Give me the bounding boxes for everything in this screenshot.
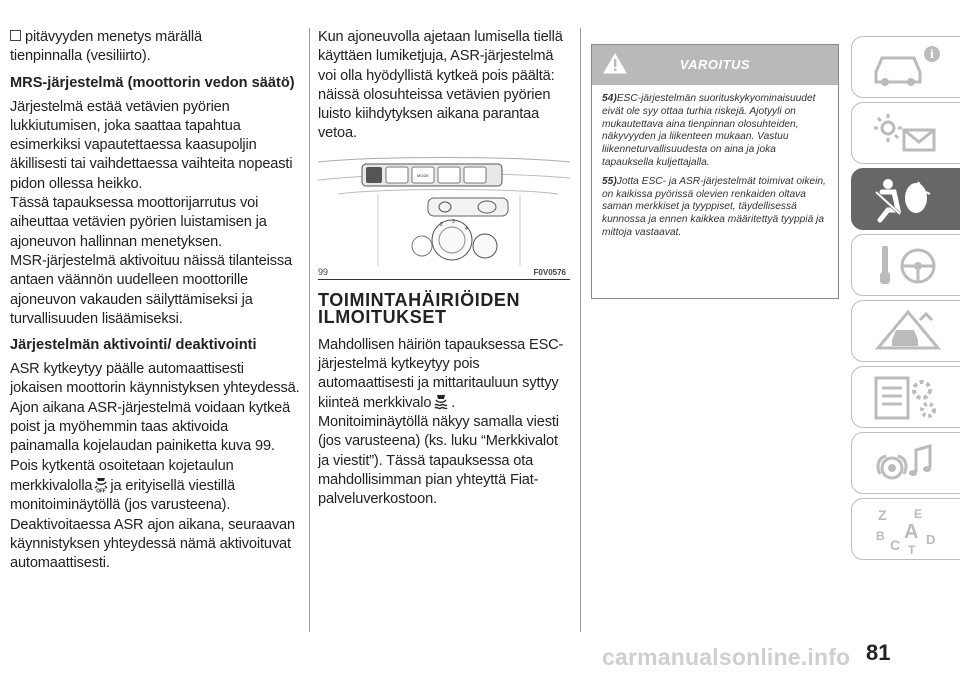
heading-activation: Järjestelmän aktivointi/ deaktivointi bbox=[10, 337, 257, 354]
svg-text:OFF: OFF bbox=[96, 488, 107, 493]
svg-text:Z: Z bbox=[878, 507, 887, 523]
paragraph-act-1: ASR kytkeytyy päälle automaattisesti jokaisen moottorin käynnistyksen yhteydessä. bbox=[10, 361, 300, 397]
svg-text:B: B bbox=[876, 529, 885, 543]
svg-text:4: 4 bbox=[465, 225, 468, 232]
heading-mrs: MRS-järjestelmä (moottorin vedon säätö) bbox=[10, 74, 295, 91]
svg-text:E: E bbox=[914, 507, 923, 521]
tab-starting-driving[interactable] bbox=[851, 234, 960, 296]
maintenance-icon bbox=[868, 372, 948, 422]
paragraph-act-2: Ajon aikana ASR-järjestelmä voidaan kytkeä poist ja myöhemmin taas aktivoida painamalla kojelaudan painiketta kuva 99. bbox=[10, 399, 291, 455]
tab-index[interactable] bbox=[851, 498, 960, 560]
paragraph-fail-2: Monitoiminäytöllä näkyy samalla viesti (jos varusteena) (ks. luku “Merkkivalot ja viestit”). Tässä tapauksessa ota mahdollisimman pian yhteyttä Fiat-palveluverkostoon. bbox=[318, 413, 559, 508]
svg-text:MODE: MODE bbox=[417, 172, 429, 178]
paragraph-fail-1: Mahdollisen häiriön tapauksessa ESC-järjestelmä kytkeytyy pois automaattisesti ja mittaritauluun syttyy kiinteä merkkivalo . bbox=[318, 336, 564, 411]
warning-title: VAROITUS bbox=[679, 57, 751, 72]
intro-continuation: tienpinnalla (vesiliirto). bbox=[10, 48, 151, 65]
svg-text:C: C bbox=[890, 537, 901, 553]
figure-number: 99 bbox=[318, 266, 329, 277]
middle-column bbox=[318, 28, 572, 509]
warning-item-55: 55)Jotta ESC- ja ASR-järjestelmät toimivat oikein, on kaikissa pyörissä olevien renkaiden oltava saman merkkiset ja tyyppiset, täydellisessä kunnossa ja ennen kaikkea määritettyä tyyppiä ja mittoja vastaavat. bbox=[602, 175, 826, 238]
paragraph-act-4: Deaktivoitaessa ASR ajon aikana, seuraavan käynnistyksen yhteydessä nämä aktivoituvat automaattisesti. bbox=[10, 516, 295, 572]
figure-99-dashboard bbox=[318, 154, 570, 280]
warning-box bbox=[591, 44, 839, 299]
checkbox-bullet-icon bbox=[10, 30, 21, 41]
svg-text:T: T bbox=[908, 543, 916, 554]
chapter-sidebar bbox=[851, 36, 960, 564]
svg-text:D: D bbox=[926, 532, 936, 547]
asr-off-indicator-icon bbox=[94, 476, 108, 493]
page-number: 81 bbox=[866, 640, 891, 665]
left-column bbox=[10, 28, 300, 573]
tab-multimedia[interactable] bbox=[851, 432, 960, 494]
key-steering-icon bbox=[868, 240, 948, 290]
multimedia-icon bbox=[868, 438, 948, 488]
svg-text:3: 3 bbox=[452, 218, 455, 225]
tab-maintenance[interactable] bbox=[851, 366, 960, 428]
tab-car-info[interactable] bbox=[851, 36, 960, 98]
warning-lights-icon bbox=[868, 108, 948, 158]
paragraph-mrs-3: MSR-järjestelmä aktivoituu näissä tilanteissa antaen väännön uudelleen moottorille ajoneuvon vakauden säilyttämiseksi ja turvallisuuden lisäämiseksi. bbox=[10, 252, 292, 327]
section-title-malfunction: TOIMINTAHÄIRIÖIDEN ILMOITUKSET bbox=[318, 289, 521, 327]
column-divider-2 bbox=[580, 28, 581, 632]
figure-code: F0V0576 bbox=[533, 267, 566, 277]
tab-safety[interactable] bbox=[851, 168, 960, 230]
warning-header bbox=[592, 45, 838, 85]
tab-emergency[interactable] bbox=[851, 300, 960, 362]
watermark: carmanualsonline.info bbox=[602, 644, 851, 670]
dashboard-illustration bbox=[318, 154, 570, 266]
svg-text:A: A bbox=[904, 521, 919, 543]
svg-text:2: 2 bbox=[440, 221, 443, 228]
index-icon bbox=[868, 504, 948, 554]
paragraph-act-3: Pois kytkentä osoitetaan kojetaulun merkkivalolla OFF ja erityisellä viestillä monitoiminäytöllä (jos varusteena). bbox=[10, 457, 235, 514]
paragraph-mrs-1: Järjestelmä estää vetävien pyörien lukkiutumisen, joka saattaa tapahtua esimerkiksi vapautettaessa kaasupoljin äkillisesti tai vaihdettaessa vaihteita nopeasti pidon ollessa heikko. bbox=[10, 98, 293, 192]
svg-text:i: i bbox=[929, 48, 935, 61]
warning-item-54: 54)ESC-järjestelmän suorituskykyominaisuudet eivät ole syy ottaa turhia riskejä. Ajotyyli on mukautettava aina tienpinnan olosuhteiden, näkyvyyden ja liikenteen mukaan. Vastuu liikenneturvallisuudesta on aina ja joka tapauksella kuljettajalla. bbox=[602, 93, 816, 168]
paragraph-snow: Kun ajoneuvolla ajetaan lumisella tiellä käyttäen lumiketjuja, ASR-järjestelmä voi olla hyödyllistä kytkeä pois päältä: näissä olosuhteissa vetävien pyörien luisto kiihdytyksen aikana parantaa vetoa. bbox=[318, 29, 563, 142]
column-divider-1 bbox=[309, 28, 310, 632]
safety-airbag-icon bbox=[868, 174, 948, 224]
breakdown-icon bbox=[868, 306, 948, 356]
esc-warning-light-icon bbox=[433, 394, 449, 410]
warning-body bbox=[592, 85, 838, 240]
tab-warning-lights[interactable] bbox=[851, 102, 960, 164]
paragraph-mrs-2: Tässä tapauksessa moottorijarrutus voi aiheuttaa vetävien pyörien luistamisen ja ajoneuvon hallinnan menetyksen. bbox=[10, 195, 267, 250]
car-info-icon bbox=[868, 42, 948, 92]
intro-item: pitävyyden menetys märällä bbox=[10, 28, 300, 47]
